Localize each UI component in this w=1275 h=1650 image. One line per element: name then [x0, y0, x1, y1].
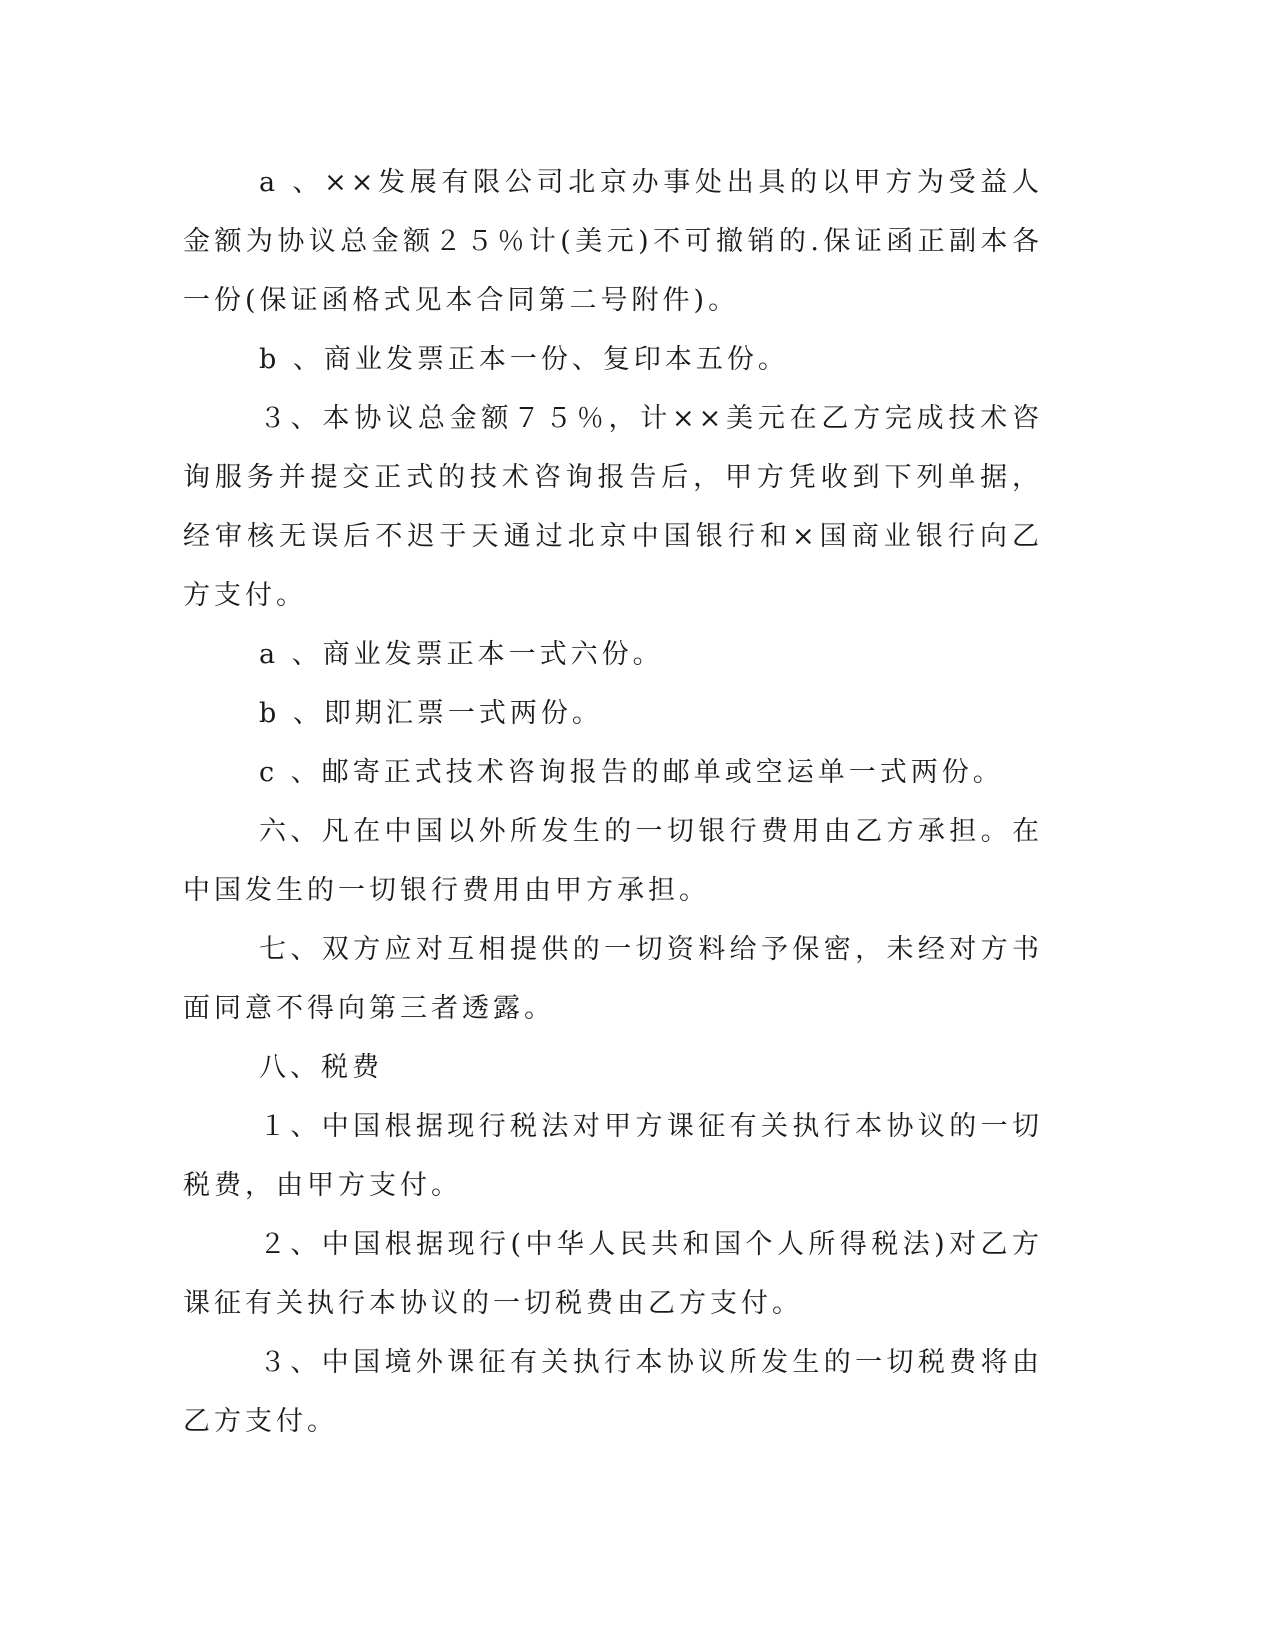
paragraph-payment-75-percent: ３、本协议总金额７５％，计××美元在乙方完成技术咨询服务并提交正式的技术咨询报告后，甲方凭收到下列单据，经审核无误后不迟于天通过北京中国银行和×国商业银行向乙方支付。 — [183, 403, 1043, 611]
paragraph-sight-draft: b 、即期汇票一式两份。 — [259, 698, 603, 729]
paragraph-tax-overseas: ３、中国境外课征有关执行本协议所发生的一切税费将由乙方支付。 — [183, 1347, 1043, 1437]
paragraph-commercial-invoice-copies: b 、商业发票正本一份、复印本五份。 — [259, 344, 789, 375]
paragraph-tax-party-b: ２、中国根据现行(中华人民共和国个人所得税法)对乙方课征有关执行本协议的一切税费由乙方支付。 — [183, 1229, 1043, 1319]
paragraph-invoice-six-copies: a 、商业发票正本一式六份。 — [259, 639, 664, 670]
paragraph-bank-charges: 六、凡在中国以外所发生的一切银行费用由乙方承担。在中国发生的一切银行费用由甲方承担。 — [183, 816, 1043, 906]
section-heading-taxes: 八、税费 — [259, 1052, 383, 1083]
document-body — [183, 153, 1043, 1451]
paragraph-confidentiality: 七、双方应对互相提供的一切资料给予保密，未经对方书面同意不得向第三者透露。 — [183, 934, 1043, 1024]
paragraph-guarantee-letter: a 、××发展有限公司北京办事处出具的以甲方为受益人金额为协议总金额２５％计(美元)不可撤销的.保证函正副本各一份(保证函格式见本合同第二号附件)。 — [183, 167, 1043, 316]
paragraph-tax-party-a: １、中国根据现行税法对甲方课征有关执行本协议的一切税费，由甲方支付。 — [183, 1111, 1043, 1201]
paragraph-mailing-receipt: c 、邮寄正式技术咨询报告的邮单或空运单一式两份。 — [259, 757, 1004, 788]
